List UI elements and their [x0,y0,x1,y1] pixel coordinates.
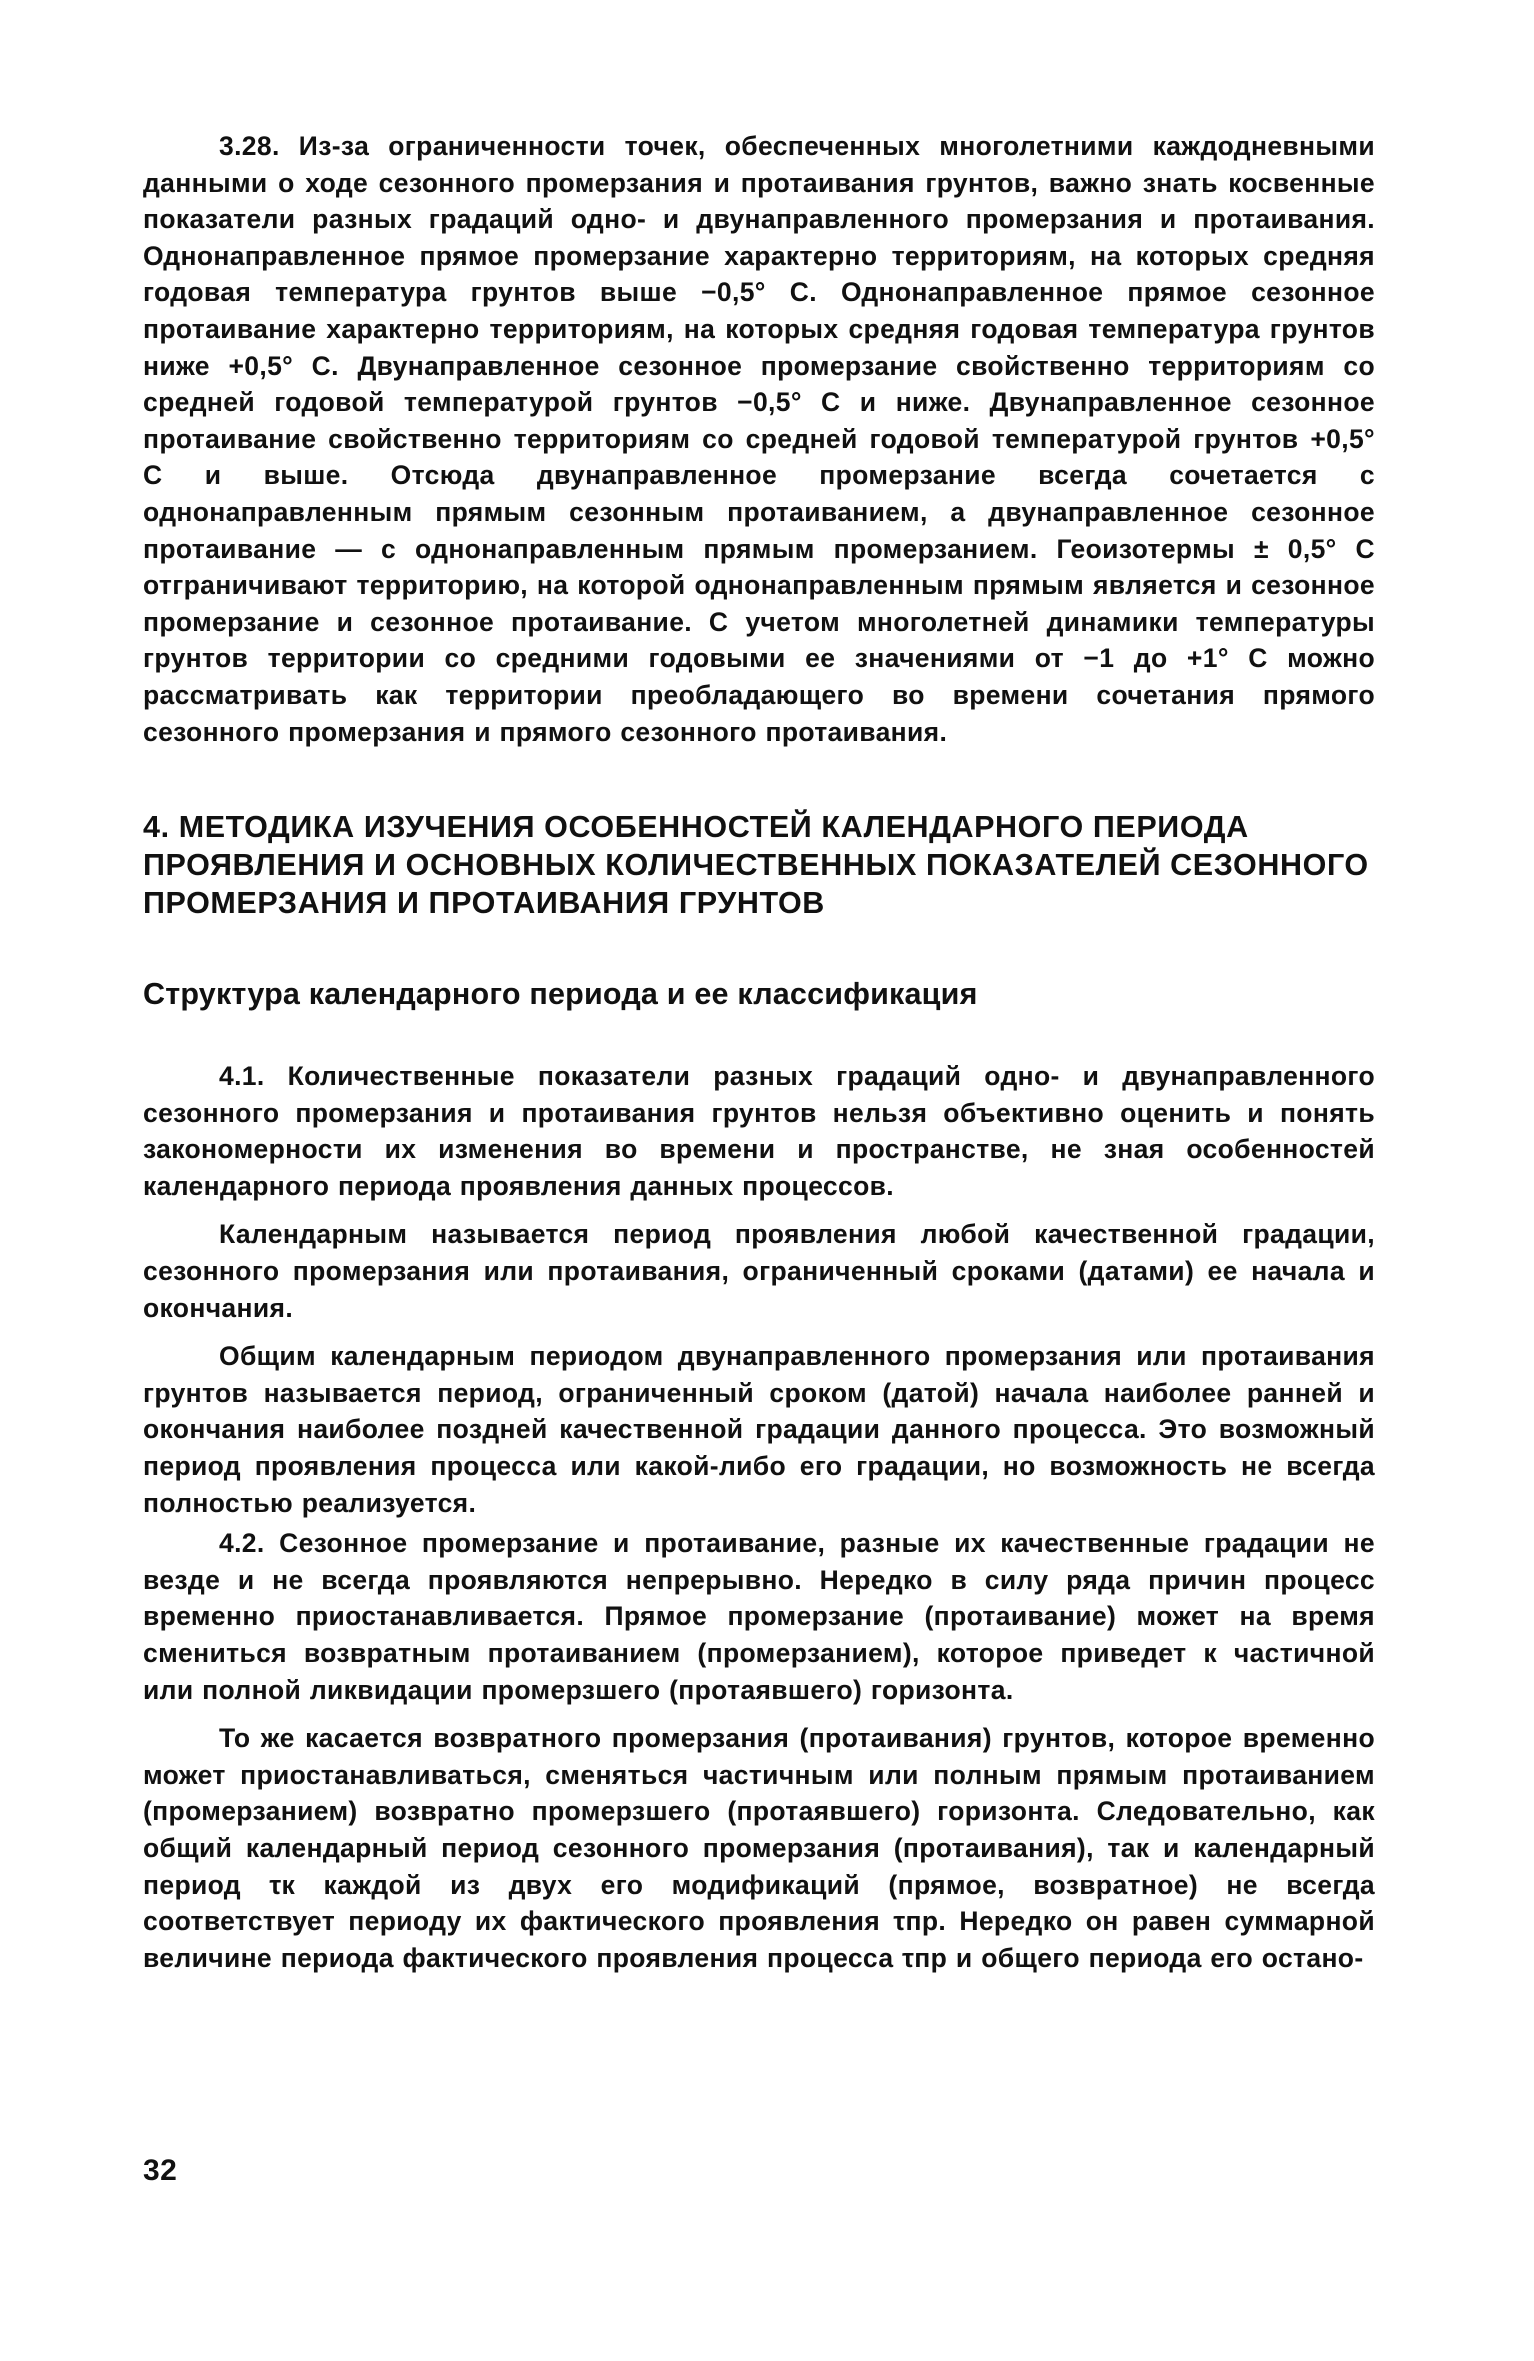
paragraph-number: 4.2. [219,1528,265,1559]
paragraph-number: 3.28. [219,131,280,161]
paragraph-4-2 [143,1525,1375,1708]
paragraph-number: 4.1. [219,1061,265,1092]
paragraph-text: Из-за ограниченности точек, обеспеченных многолетними каждодневными данными о ходе сезонного промерзания и протаивания грунтов, важно знать косвенные показатели разных градаций одно- и двунаправленного промерзания и протаивания. Однонаправленное прямое промерзание характерно территориям, на которых средняя годовая температура грунтов выше −0,5° С. Однонаправленное прямое сезонное протаивание характерно территориям, на которых средняя годовая температура грунтов ниже +0,5° С. Двунаправленное сезонное промерзание свойственно территориям со средней годовой температурой грунтов −0,5° С и ниже. Двунаправленное сезонное протаивание свойственно территориям со средней годовой температурой грунтов +0,5° С и выше. Отсюда двунаправленное промерзание всегда сочетается с однонаправленным прямым сезонным протаиванием, а двунаправленное сезонное протаивание — с однонаправленным прямым промерзанием. Геоизотермы ± 0,5° С отграничивают территорию, на которой однонаправленным прямым является и сезонное промерзание и сезонное протаивание. С учетом многолетней динамики температуры грунтов территории со средними годовыми ее значениями от −1 до +1° С можно рассматривать как территории преобладающего во времени сочетания прямого сезонного промерзания и прямого сезонного протаивания. [143,131,1375,747]
paragraph-4-1 [143,1058,1375,1204]
paragraph-3-28 [143,128,1375,750]
paragraph-calendar-definition: Календарным называется период проявления любой качественной градации, сезонного промерзания или протаивания, ограниченный сроками (датами) ее начала и окончания. [143,1219,1375,1323]
paragraph-general-period: Общим календарным периодом двунаправленного промерзания или протаивания грунтов называется период, ограниченный сроком (датой) начала наиболее ранней и окончания наиболее поздней качественной градации данного процесса. Это возможный период проявления процесса или какой-либо его градации, но возможность не всегда полностью реализуется. [143,1341,1375,1518]
text-column [143,128,1375,1976]
paragraph-text: Количественные показатели разных градаций одно- и двунаправленного сезонного промерзания и протаивания грунтов нельзя объективно оценить и понять закономерности их изменения во времени и пространстве, не зная особенностей календарного периода проявления данных процессов. [143,1061,1375,1201]
paragraph-text: Сезонное промерзание и протаивание, разные их качественные градации не везде и не всегда проявляются непрерывно. Нередко в силу ряда причин процесс временно приостанавливается. Прямое промерзание (протаивание) может на время смениться возвратным протаиванием (промерзанием), которое приведет к частичной или полной ликвидации промерзшего (протаявшего) горизонта. [143,1528,1376,1705]
chapter-title: 4. МЕТОДИКА ИЗУЧЕНИЯ ОСОБЕННОСТЕЙ КАЛЕНДАРНОГО ПЕРИОДА ПРОЯВЛЕНИЯ И ОСНОВНЫХ КОЛИЧЕСТВЕННЫХ ПОКАЗАТЕЛЕЙ СЕЗОННОГО ПРОМЕРЗАНИЯ И ПРОТАИВАНИЯ ГРУНТОВ [143,810,1369,921]
paragraph-return-freezing: То же касается возвратного промерзания (протаивания) грунтов, которое временно может приостанавливаться, сменяться частичным или полным прямым протаиванием (промерзанием) возвратно промерзшего (протаявшего) горизонта. Следовательно, как общий календарный период сезонного промерзания (протаивания), так и календарный период τк каждой из двух его модификаций (прямое, возвратное) не всегда соответствует периоду их фактического проявления τпр. Нередко он равен суммарной величине периода фактического проявления процесса τпр и общего периода его остано- [143,1723,1375,1973]
section-title: Структура календарного периода и ее классификация [143,977,978,1012]
page-number: 32 [143,2154,178,2187]
